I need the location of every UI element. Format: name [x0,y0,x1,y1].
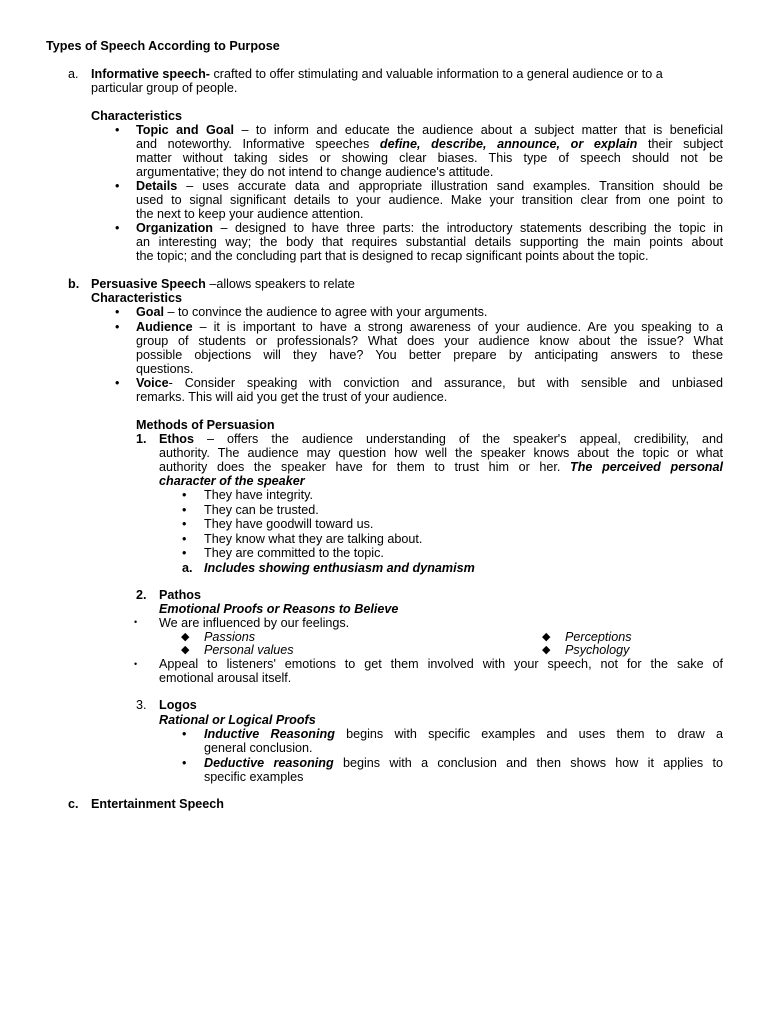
pathos-bullet-1: We are influenced by our feelings. [159,616,350,630]
goal-item: Goal – to convince the audience to agree with your arguments. [136,305,488,319]
diamond-icon: ◆ [542,644,551,656]
topic-goal-item: Topic and Goal – to inform and educate the audience about a subject matter that is beneficial and noteworthy. Informative speeches define, describe, announce, or explain their subject matter without taking sides or showing clear biases. This type of speech should not be argumentative; they do not intend to change audience's attitude. [136,123,724,179]
section-b-line1: Persuasive Speech –allows speakers to relate [91,277,355,291]
pathos-subtitle: Emotional Proofs or Reasons to Believe [159,602,399,616]
pathos-diamond-item: Psychology [565,643,630,657]
audience-item: Audience – it is important to have a strong awareness of your audience. Are you speaking to a group of students or professionals? What does your audience know about the issue? What possible objections will they have? You better prepare by anticipating answers to these questions. [136,320,723,376]
section-b-heading: Persuasive Speech [91,277,206,291]
pathos-bullet-2: Appeal to listeners' emotions to get them involved with your speech, not for the sake of emotional arousal itself. [159,657,723,685]
bullet-dot-icon [182,503,186,517]
inductive-item: Inductive Reasoning begins with specific examples and uses them to draw a general conclusion. [204,727,723,755]
ethos-item: Ethos – offers the audience understanding of the speaker's appeal, credibility, and authority. The audience may question how well the speaker knows about the topic or what authority does the speaker have for them to trust him or her. The perceived personal character of the speaker [159,432,724,488]
ethos-sub-text: Includes showing enthusiasm and dynamism [204,561,475,575]
diamond-icon: ◆ [181,644,190,656]
pathos-marker: 2. [136,588,147,602]
section-a-characteristics: Characteristics [91,109,183,123]
section-a-marker: a. [68,67,79,81]
section-c-marker: c. [68,797,79,811]
pathos-diamond-item: Perceptions [565,630,632,644]
bullet-dot-icon [115,123,119,137]
pathos-diamond-item: Personal values [204,643,294,657]
ethos-sub-marker: a. [182,561,193,575]
logos-heading: Logos [159,698,197,712]
small-bullet-icon: • [134,659,138,669]
section-a-heading: Informative speech- [91,67,210,81]
page-title: Types of Speech According to Purpose [46,39,280,53]
ethos-bullet: They are committed to the topic. [204,546,384,560]
voice-item: Voice- Consider speaking with conviction and assurance, but with sensible and unbiased remarks. This will aid you get the trust of your audience. [136,376,723,404]
section-b-marker: b. [68,277,80,291]
bullet-dot-icon [182,488,186,502]
pathos-heading: Pathos [159,588,201,602]
ethos-bullet: They have integrity. [204,488,313,502]
small-bullet-icon: • [134,617,138,627]
bullet-dot-icon [182,756,186,770]
organization-item: Organization – designed to have three parts: the introductory statements describing the topic in an interesting way; the body that requires substantial details supporting the main points about the topic; and the concluding part that is designed to recap significant points about the topic. [136,221,723,263]
section-a-line1: Informative speech- crafted to offer stimulating and valuable information to a general audience or to a [91,67,663,81]
methods-heading: Methods of Persuasion [136,418,275,432]
logos-marker: 3. [136,698,147,712]
section-b-characteristics: Characteristics [91,291,183,305]
section-a-line2: particular group of people. [91,81,238,95]
pathos-diamond-item: Passions [204,630,256,644]
deductive-item: Deductive reasoning begins with a conclusion and then shows how it applies to specific examples [204,756,723,784]
bullet-dot-icon [115,221,119,235]
logos-subtitle: Rational or Logical Proofs [159,713,316,727]
bullet-dot-icon [115,320,119,334]
bullet-dot-icon [182,532,186,546]
bullet-dot-icon [182,517,186,531]
diamond-icon: ◆ [542,631,551,643]
diamond-icon: ◆ [181,631,190,643]
section-c-heading: Entertainment Speech [91,797,224,811]
ethos-bullet: They have goodwill toward us. [204,517,374,531]
bullet-dot-icon [115,376,119,390]
bullet-dot-icon [115,179,119,193]
bullet-dot-icon [115,305,119,319]
ethos-bullet: They can be trusted. [204,503,319,517]
ethos-marker: 1. [136,432,147,446]
ethos-bullet: They know what they are talking about. [204,532,423,546]
bullet-dot-icon [182,546,186,560]
bullet-dot-icon [182,727,186,741]
details-item: Details – uses accurate data and appropriate illustration sand examples. Transition should be used to signal significant details to your audience. Make your transition clear from one point to the next to keep your audience attention. [136,179,723,221]
